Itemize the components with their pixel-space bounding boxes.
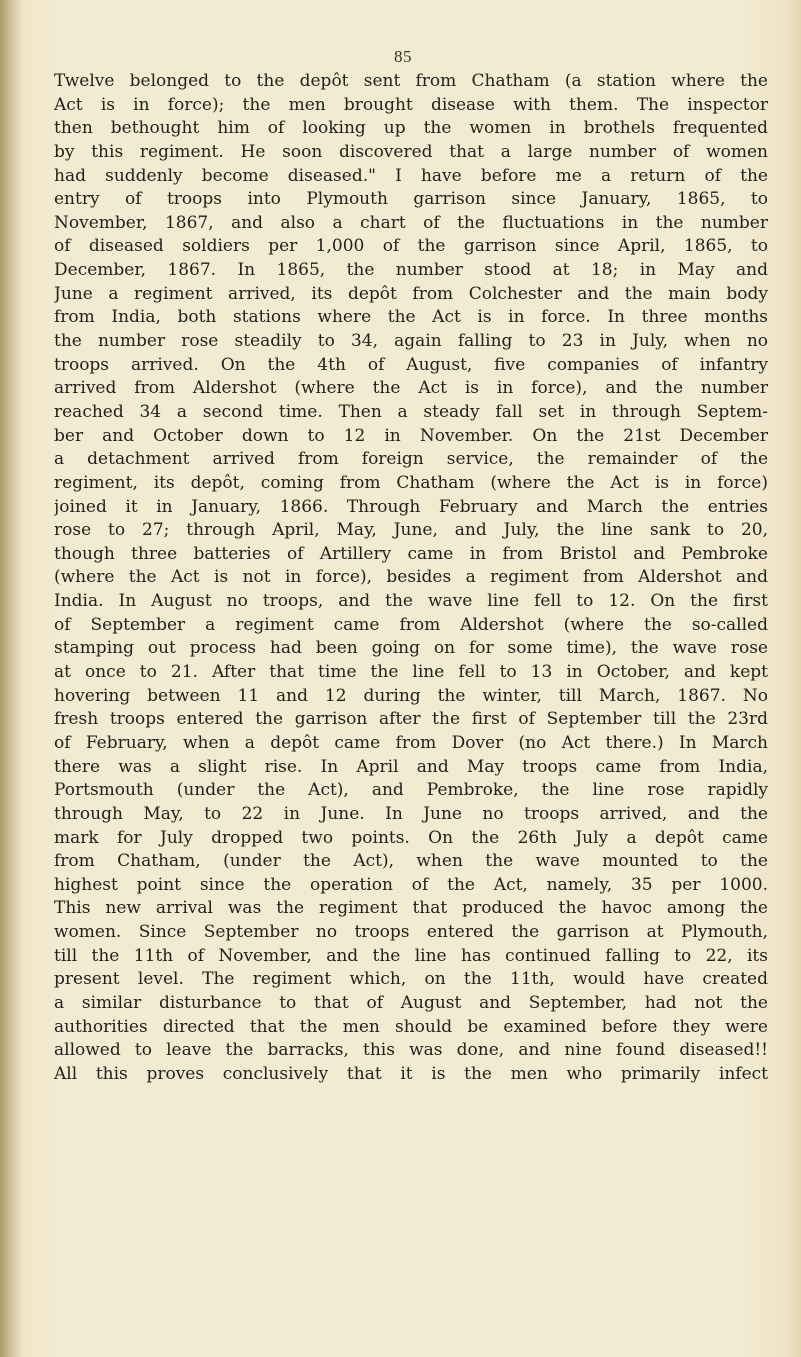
page-edge-shadow bbox=[0, 0, 22, 1357]
text-line: Act is in force); the men brought disease with them. The inspector bbox=[54, 94, 768, 115]
text-line: authorities directed that the men should be examined before they were bbox=[54, 1016, 768, 1037]
text-line: All this proves conclusively that it is the men who primarily infect bbox=[54, 1063, 768, 1084]
text-line: present level. The regiment which, on the 11th, would have created bbox=[54, 969, 768, 990]
text-line: India. In August no troops, and the wave line fell to 12. On the first bbox=[54, 591, 768, 612]
text-line: allowed to leave the barracks, this was done, and nine found diseased!! bbox=[54, 1040, 768, 1061]
text-line: of February, when a depôt came from Dover (no Act there.) In March bbox=[54, 732, 768, 753]
text-line: from India, both stations where the Act is in force. In three months bbox=[54, 307, 768, 328]
text-line: though three batteries of Artillery came in from Bristol and Pembroke bbox=[54, 543, 768, 564]
text-line: there was a slight rise. In April and May troops came from India, bbox=[54, 756, 768, 777]
text-line: troops arrived. On the 4th of August, five companies of infantry bbox=[54, 354, 768, 375]
text-line: This new arrival was the regiment that produced the havoc among the bbox=[54, 898, 768, 919]
text-line: women. Since September no troops entered the garrison at Plymouth, bbox=[54, 922, 768, 943]
text-line: from Chatham, (under the Act), when the wave mounted to the bbox=[54, 851, 768, 872]
text-line: (where the Act is not in force), besides a regiment from Aldershot and bbox=[54, 567, 768, 588]
text-line: of September a regiment came from Aldershot (where the so-called bbox=[54, 614, 768, 635]
body-text bbox=[54, 70, 768, 1087]
page-number: 85 bbox=[394, 47, 412, 66]
text-line: till the 11th of November, and the line has continued falling to 22, its bbox=[54, 945, 768, 966]
text-line: stamping out process had been going on for some time), the wave rose bbox=[54, 638, 768, 659]
text-line: rose to 27; through April, May, June, and July, the line sank to 20, bbox=[54, 520, 768, 541]
text-line: the number rose steadily to 34, again falling to 23 in July, when no bbox=[54, 331, 768, 352]
text-line: at once to 21. After that time the line fell to 13 in October, and kept bbox=[54, 662, 768, 683]
text-line: highest point since the operation of the Act, namely, 35 per 1000. bbox=[54, 874, 768, 895]
text-line: ber and October down to 12 in November. On the 21st December bbox=[54, 425, 768, 446]
text-line: hovering between 11 and 12 during the winter, till March, 1867. No bbox=[54, 685, 768, 706]
text-line: a detachment arrived from foreign service, the remainder of the bbox=[54, 449, 768, 470]
text-line: mark for July dropped two points. On the 26th July a depôt came bbox=[54, 827, 768, 848]
text-line: fresh troops entered the garrison after the first of September till the 23rd bbox=[54, 709, 768, 730]
text-line: of diseased soldiers per 1,000 of the garrison since April, 1865, to bbox=[54, 236, 768, 257]
text-line: entry of troops into Plymouth garrison since January, 1865, to bbox=[54, 189, 768, 210]
text-line: June a regiment arrived, its depôt from Colchester and the main body bbox=[54, 283, 768, 304]
text-line: then bethought him of looking up the women in brothels frequented bbox=[54, 118, 768, 139]
text-line: by this regiment. He soon discovered that a large number of women bbox=[54, 141, 768, 162]
text-line: November, 1867, and also a chart of the fluctuations in the number bbox=[54, 212, 768, 233]
text-line: through May, to 22 in June. In June no troops arrived, and the bbox=[54, 803, 768, 824]
text-line: regiment, its depôt, coming from Chatham (where the Act is in force) bbox=[54, 472, 768, 493]
text-line: reached 34 a second time. Then a steady fall set in through Septem- bbox=[54, 401, 768, 422]
text-line: had suddenly become diseased." I have before me a return of the bbox=[54, 165, 768, 186]
text-line: arrived from Aldershot (where the Act is in force), and the number bbox=[54, 378, 768, 399]
text-line: Portsmouth (under the Act), and Pembroke, the line rose rapidly bbox=[54, 780, 768, 801]
text-line: December, 1867. In 1865, the number stood at 18; in May and bbox=[54, 260, 768, 281]
text-line: joined it in January, 1866. Through February and March the entries bbox=[54, 496, 768, 517]
text-line: a similar disturbance to that of August and September, had not the bbox=[54, 992, 768, 1013]
text-line: Twelve belonged to the depôt sent from Chatham (a station where the bbox=[54, 71, 768, 91]
